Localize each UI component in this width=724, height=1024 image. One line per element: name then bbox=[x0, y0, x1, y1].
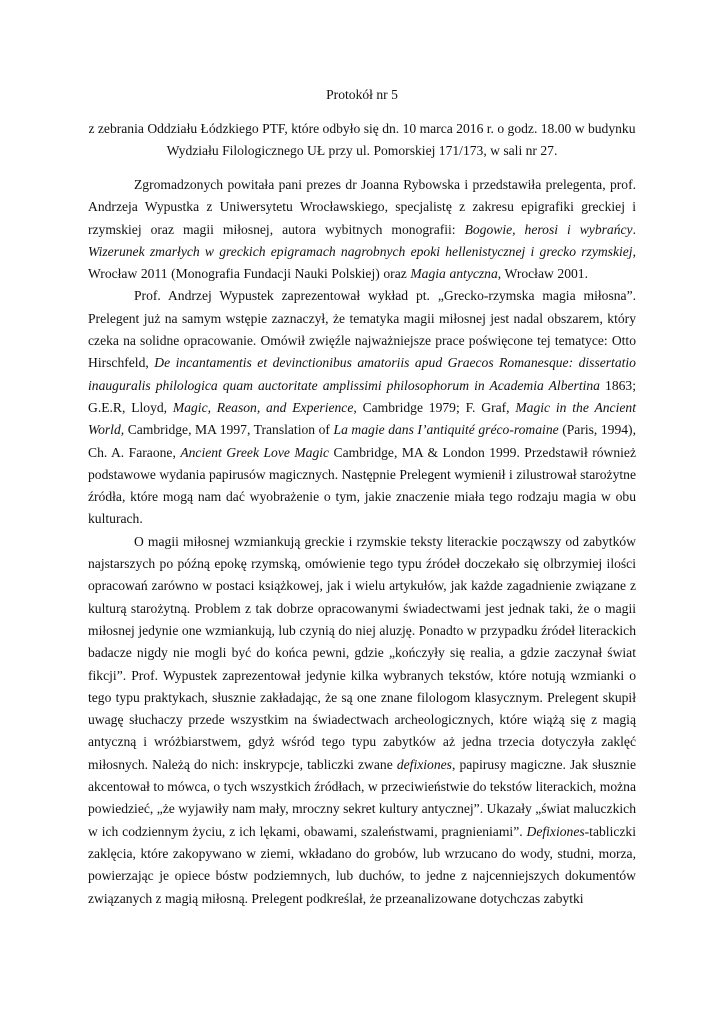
paragraph-intro bbox=[88, 174, 636, 285]
meeting-info: z zebrania Oddziału Łódzkiego PTF, które odbyło się dn. 10 marca 2016 r. o godz. 18.00 w budynku Wydziału Filologicznego UŁ przy ul. Pomorskiej 171/173, w sali nr 27. bbox=[88, 121, 636, 158]
text-run: , papirusy magiczne. Jak słusznie akcentował to mówca, o tych wszystkich źródłach, w przeciwieństwie do tekstów literackich, można powiedzieć, „że wyjawiły nam mały, mroczny sekret kultury antycznej”. Ukazały „świat maluczkich w ich codziennym życiu, z ich lękami, obawami, szaleństwami, pragnieniami”. bbox=[88, 756, 637, 839]
book-title: Magia antyczna bbox=[410, 266, 498, 282]
text-run: Prof. Andrzej Wypustek zaprezentował wykład pt. „Grecko-rzymska magia miłosna”. Prelegent już na samym wstępie zaznaczył, że tematyka magii miłosnej jest nadal obszarem, który czeka na solidne opracowanie. Omówił zwięźle najważniejsze prace poświęcone tej tematyce: Otto Hirschfeld, bbox=[88, 288, 636, 371]
document-body bbox=[88, 174, 636, 910]
latin-term: Defixiones bbox=[526, 823, 585, 839]
paragraph-sources bbox=[88, 531, 636, 910]
book-title: De incantamentis et devinctionibus amatoriis apud Graecos Romanesque: dissertatio inauguralis philologica quam auctoritate amplissimi philosophorum in Academia Albertina bbox=[88, 355, 636, 393]
protocol-title: Protokół nr 5 bbox=[326, 87, 398, 102]
text-run: 1863; G.E.R, Lloyd, bbox=[88, 377, 636, 415]
book-title: Wizerunek zmarłych w greckich epigramach nagrobnych epoki hellenistycznej i grecko rzymskiej bbox=[88, 243, 633, 259]
book-title: Bogowie, herosi i wybrańcy bbox=[464, 221, 633, 237]
text-run: -tabliczki zaklęcia, które zakopywano w ziemi, wkładano do grobów, lub wrzucano do wody, studni, morza, powierzając je opiece bóstw podziemnych, lub duchów, to jedne z najcenniejszych dokumentów związanych z magią miłosną. Prelegent podkreślał, że przeanalizowane dotychczas zabytki bbox=[88, 823, 636, 906]
text-run: , Wrocław 2011 (Monografia Fundacji Nauki Polskiej) oraz bbox=[88, 243, 636, 282]
text-run: O magii miłosnej wzmiankują greckie i rzymskie teksty literackie począwszy od zabytków najstarszych po późną epokę rzymską, omówienie tego typu źródeł doczekało się olbrzymiej ilości opracowań zarówno w postaci książkowej, jak i wielu artykułów, jak każde zagadnienie związane z kulturą starożytną. Problem z tak dobrze opracowanymi świadectwami jest jednak taki, że o magii miłosnej jedynie one wzmiankują, lub czynią do niej aluzję. Ponadto w przypadku źródeł literackich badacze nigdy nie mogli być do końca pewni, gdzie „kończyły się realia, a gdzie zaczynał świat fikcji”. Prof. Wypustek zaprezentował jedynie kilka wybranych tekstów, które notują wzmianki o tego typu praktykach, słusznie zakładając, że są one znane filologom klasycznym. Prelegent skupił uwagę słuchaczy przede wszystkim na świadectwach archeologicznych, które wiążą się z magią antyczną i wróżbiarstwem, gdyż wśród tego typu zabytków aż jedna trzecia dotyczyła zaklęć miłosnych. Należą do nich: inskrypcje, tabliczki zwane bbox=[88, 533, 636, 772]
book-title: La magie dans I’antiquité gréco-romaine bbox=[333, 422, 559, 438]
text-run: . bbox=[632, 221, 636, 237]
book-title: Ancient Greek Love Magic bbox=[180, 444, 330, 460]
latin-term: defixiones bbox=[396, 756, 452, 772]
text-run: Cambridge, MA & London 1999. Przedstawił również podstawowe wydania papirusów magicznych. Następnie Prelegent wymienił i zilustrował starożytne źródła, które mogą nam dać wyobrażenie o tym, jakie znaczenie miała tego rodzaju magia w obu kulturach. bbox=[88, 444, 636, 527]
text-run: , Cambridge 1979; F. Graf, bbox=[353, 399, 516, 415]
book-title: Magic in the Ancient World, bbox=[88, 399, 636, 438]
text-run: Zgromadzonych powitała pani prezes dr Joanna Rybowska i przedstawiła prelegenta, prof. Andrzeja Wypustka z Uniwersytetu Wrocławskiego, specjalistę z zakresu epigrafiki greckiej i rzymskiej oraz magii miłosnej, autora wybitnych monografii: bbox=[88, 177, 636, 237]
text-run: , Wrocław 2001. bbox=[497, 266, 588, 282]
text-run: Cambridge, MA 1997, Translation of bbox=[124, 422, 334, 438]
paragraph-lecture bbox=[88, 285, 636, 530]
text-run: (Paris, 1994), Ch. A. Faraone, bbox=[88, 422, 636, 460]
book-title: Magic, Reason, and Experience bbox=[172, 399, 354, 415]
